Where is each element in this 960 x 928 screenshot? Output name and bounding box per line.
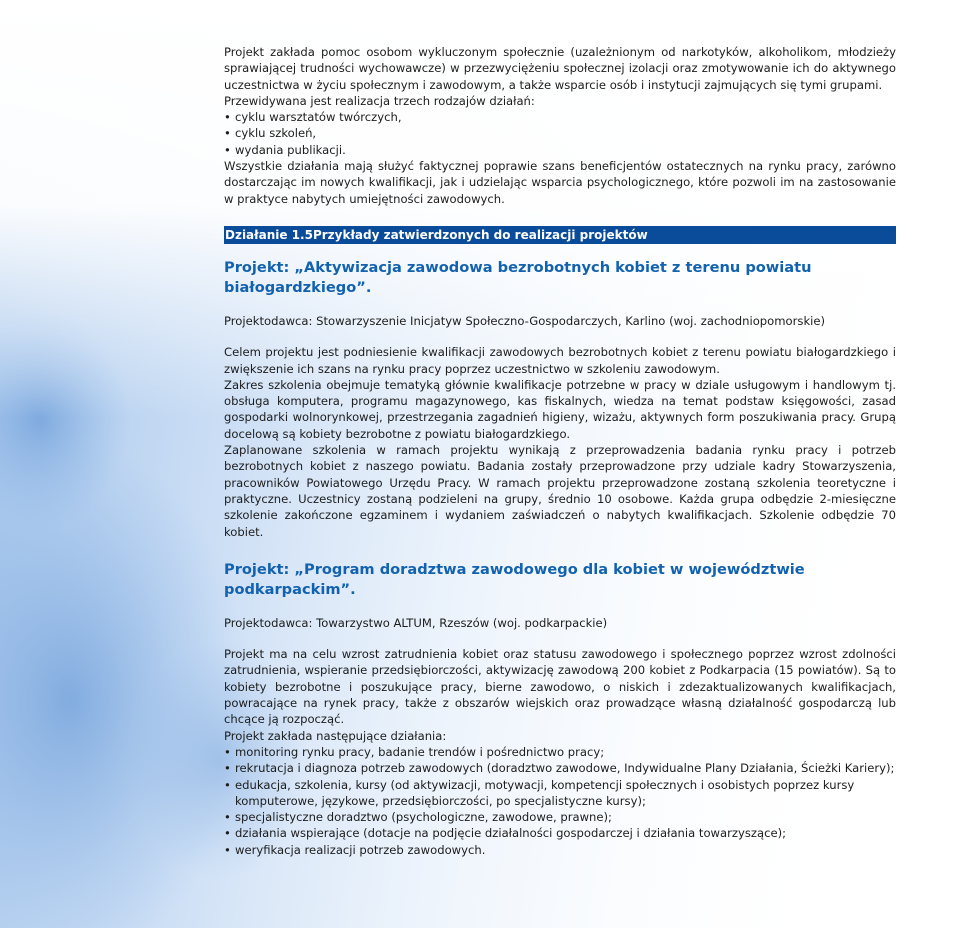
intro-actions-lead: Przewidywana jest realizacja trzech rodzajów działań: (224, 93, 535, 108)
list-item: • działania wspierające (dotacje na podjęcie działalności gospodarczej i działania towarzyszące); (224, 825, 896, 841)
list-item: • wydania publikacji. (224, 142, 896, 158)
project-1-paragraph: Zakres szkolenia obejmuje tematyką głównie kwalifikacje potrzebne w pracy w dziale usługowym i handlowym tj. obsługa komputera, programu magazynowego, kas fiskalnych, wiedza na temat podstaw księgowości, zasad gospodarki wolnorynkowej, przestrzegania zagadnień higieny, wizażu, aktywnych form poszukiwania pracy. Grupą docelową są kobiety bezrobotne z powiatu białogardzkiego. (224, 377, 896, 441)
project-2-actions-list (224, 744, 896, 858)
list-item: • edukacja, szkolenia, kursy (od aktywizacji, motywacji, kompetencji społecznych i osobistych poprzez kursy komputerowe, językowe, przedsiębiorczości, po specjalistyczne kursy); (224, 777, 896, 810)
section-heading-bar: Działanie 1.5Przykłady zatwierdzonych do realizacji projektów (224, 226, 896, 244)
list-item: • weryfikacja realizacji potrzeb zawodowych. (224, 842, 896, 858)
project-2-actions-lead: Projekt zakłada następujące działania: (224, 728, 447, 743)
list-item: • monitoring rynku pracy, badanie trendów i pośrednictwo pracy; (224, 744, 896, 760)
project-1-applicant: Projektodawca: Stowarzyszenie Inicjatyw Społeczno-Gospodarczych, Karlino (woj. zachodniopomorskie) (224, 313, 826, 328)
list-item: • cyklu szkoleń, (224, 125, 896, 141)
project-1-paragraph: Zaplanowane szkolenia w ramach projektu wynikają z przeprowadzenia badania rynku pracy i potrzeb bezrobotnych kobiet z naszego powiatu. Badania zostały przeprowadzone przy udziale kadry Stowarzyszenia, pracowników Powiatowego Urzędu Pracy. W ramach projektu przeprowadzone zostaną szkolenia teoretyczne i praktyczne. Uczestnicy zostaną podzieleni na grupy, średnio 10 osobowe. Każda grupa odbędzie 2-miesięczne szkolenie zakończone egzaminem i wydaniem zaświadczeń o nabytych kwalifikacjach. Szkolenie odbędzie 70 kobiet. (224, 443, 896, 539)
project-1-paragraph: Celem projektu jest podniesienie kwalifikacji zawodowych bezrobotnych kobiet z terenu powiatu białogardzkiego i zwiększenie ich szans na rynku pracy poprzez uczestnictwo w szkoleniu zawodowym. (224, 345, 896, 376)
project-1-title: Projekt: „Aktywizacja zawodowa bezrobotnych kobiet z terenu powiatu białogardzkiego”. (224, 258, 812, 296)
project-2-applicant: Projektodawca: Towarzystwo ALTUM, Rzeszów (woj. podkarpackie) (224, 615, 608, 630)
project-2-title: Projekt: „Program doradztwa zawodowego dla kobiet w województwie podkarpackim”. (224, 560, 805, 598)
list-item: • cyklu warsztatów twórczych, (224, 109, 896, 125)
intro-actions-list (224, 109, 896, 158)
list-item: • specjalistyczne doradztwo (psychologiczne, zawodowe, prawne); (224, 809, 896, 825)
document-body (224, 44, 896, 858)
intro-paragraph: Projekt zakłada pomoc osobom wykluczonym społecznie (uzależnionym od narkotyków, alkoholikom, młodzieży sprawiającej trudności wychowawcze) w przezwyciężeniu społecznej izolacji oraz zmotywowanie ich do aktywnego uczestnictwa w życiu społecznym i zawodowym, a także wsparcie osób i instytucji zajmujących się tymi grupami. (224, 45, 896, 92)
list-item: • rekrutacja i diagnoza potrzeb zawodowych (doradztwo zawodowe, Indywidualne Plany Działania, Ścieżki Kariery); (224, 760, 896, 776)
project-2-paragraph: Projekt ma na celu wzrost zatrudnienia kobiet oraz statusu zawodowego i społecznego poprzez wzrost zdolności zatrudnienia, wspieranie przedsiębiorczości, aktywizację zawodową 200 kobiet z Podkarpacia (15 powiatów). Są to kobiety bezrobotne i poszukujące pracy, bierne zawodowo, o niskich i zdezaktualizowanych kwalifikacjach, powracające na rynek pracy, także z obszarów wiejskich oraz prowadzące własną działalność gospodarczą lub chcące ją rozpocząć. (224, 647, 896, 727)
intro-closing: Wszystkie działania mają służyć faktycznej poprawie szans beneficjentów ostatecznych na rynku pracy, zarówno dostarczając im nowych kwalifikacji, jak i udzielając wsparcia psychologicznego, które pozwoli im na zastosowanie w praktyce nabytych umiejętności zawodowych. (224, 159, 896, 206)
